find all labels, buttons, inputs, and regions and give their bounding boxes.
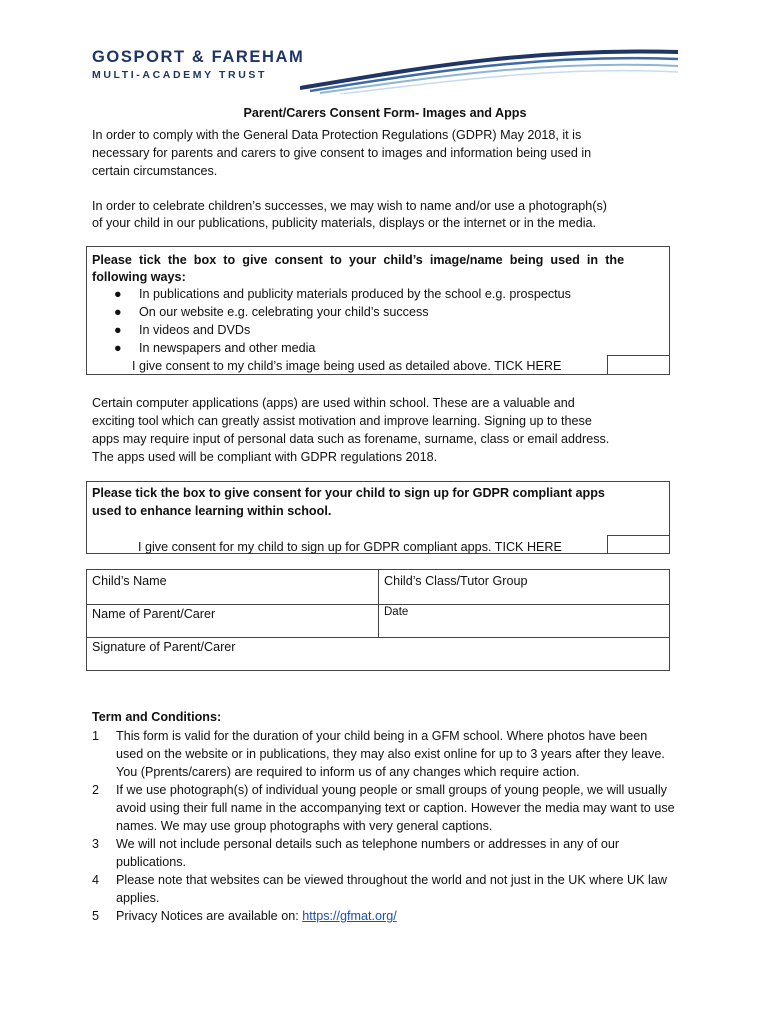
image-consent-heading: following ways:	[92, 270, 186, 284]
celebrate-line: of your child in our publications, publicity materials, displays or the internet or in the media.	[92, 216, 597, 230]
class-group-field[interactable]	[560, 571, 668, 603]
org-logo-subtitle: MULTI-ACADEMY TRUST	[92, 69, 267, 81]
form-title: Parent/Carers Consent Form- Images and Apps	[243, 106, 527, 120]
bullet-icon: ●	[114, 287, 122, 301]
apps-consent-statement: I give consent for my child to sign up for GDPR compliant apps. TICK HERE	[138, 540, 562, 554]
image-usage-list	[92, 285, 571, 357]
apps-consent-checkbox[interactable]	[607, 535, 670, 554]
image-consent-statement: I give consent to my child’s image being used as detailed above. TICK HERE	[132, 359, 562, 373]
bullet-icon: ●	[114, 341, 122, 355]
parent-name-label: Name of Parent/Carer	[92, 607, 216, 621]
bullet-icon: ●	[114, 305, 122, 319]
list-item: 5 Privacy Notices are available on: https://gfmat.org/	[92, 909, 397, 923]
terms-list	[92, 727, 676, 925]
child-name-field[interactable]	[280, 571, 376, 603]
divider	[378, 569, 379, 637]
apps-line: apps may require input of personal data such as forename, surname, class or email address.	[92, 432, 610, 446]
list-item: 2 If we use photograph(s) of individual young people or small groups of young people, we will usually avoid using their full name in the accompanying text or caption. However the media may want to use names. We may use group photographs with very general captions.	[92, 783, 675, 833]
org-logo-title: GOSPORT & FAREHAM	[92, 48, 305, 66]
list-item: 3 We will not include personal details such as telephone numbers or addresses in any of our publications.	[92, 837, 620, 869]
child-name-label: Child’s Name	[92, 574, 167, 588]
class-group-label: Child’s Class/Tutor Group	[384, 574, 528, 588]
list-item: ● In publications and publicity materials produced by the school e.g. prospectus	[114, 287, 571, 301]
list-item: ● In videos and DVDs	[114, 323, 251, 337]
celebrate-line: In order to celebrate children’s successes, we may wish to name and/or use a photograph(s)	[92, 199, 607, 213]
signature-field[interactable]	[280, 639, 668, 669]
intro-line: certain circumstances.	[92, 164, 218, 178]
list-item: ● On our website e.g. celebrating your child’s success	[114, 305, 429, 319]
apps-consent-heading: used to enhance learning within school.	[92, 504, 332, 518]
image-consent-heading: Please tick the box to give consent to your child’s image/name being used in the	[92, 253, 625, 267]
intro-line: In order to comply with the General Data Protection Regulations (GDPR) May 2018, it is	[92, 128, 582, 142]
date-field[interactable]	[430, 606, 668, 636]
terms-heading: Term and Conditions:	[92, 710, 222, 724]
apps-line: exciting tool which can greatly assist motivation and improve learning. Signing up to these	[92, 414, 592, 428]
divider	[86, 637, 670, 638]
list-item: 1 This form is valid for the duration of your child being in a GFM school. Where photos have been used on the website or in publications, they may also exist online for up to 3 years after they leave. You (Pprents/carers) are required to inform us of any changes which require action.	[92, 729, 665, 779]
list-item: 4 Please note that websites can be viewed throughout the world and not just in the UK where UK law applies.	[92, 873, 667, 905]
apps-consent-heading: Please tick the box to give consent for your child to sign up for GDPR compliant apps	[92, 486, 605, 500]
apps-line: The apps used will be compliant with GDPR regulations 2018.	[92, 450, 438, 464]
signature-label: Signature of Parent/Carer	[92, 640, 236, 654]
parent-name-field[interactable]	[260, 606, 376, 636]
date-label: Date	[384, 606, 409, 618]
apps-line: Certain computer applications (apps) are used within school. These are a valuable and	[92, 396, 575, 410]
logo-swoosh-icon	[300, 38, 680, 94]
bullet-icon: ●	[114, 323, 122, 337]
intro-line: necessary for parents and carers to give consent to images and information being used in	[92, 146, 592, 160]
privacy-notice-link[interactable]: https://gfmat.org/	[302, 909, 397, 923]
image-consent-checkbox[interactable]	[607, 355, 670, 375]
list-item: ● In newspapers and other media	[114, 341, 316, 355]
